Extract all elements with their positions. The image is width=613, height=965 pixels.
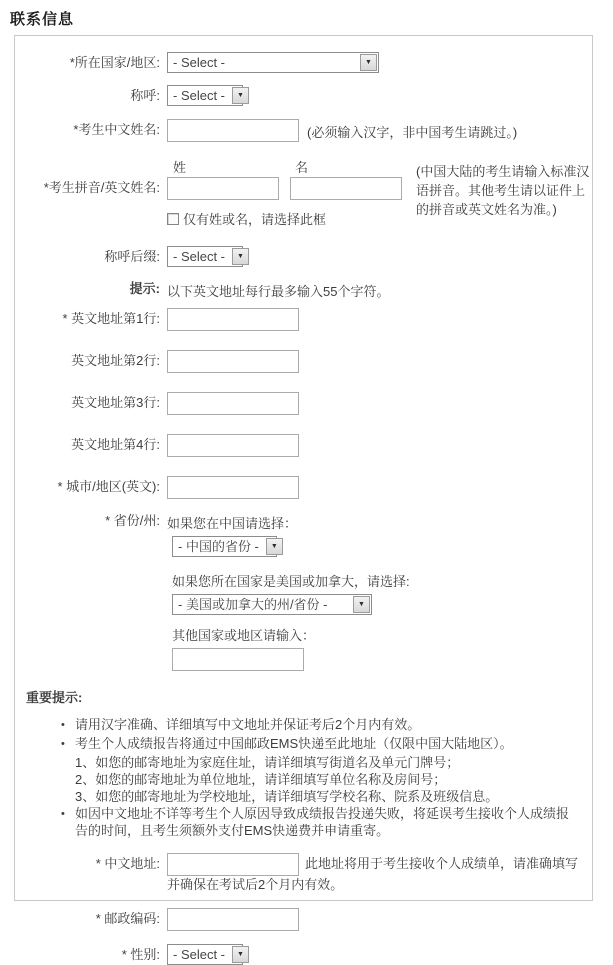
only-one-name-checkbox-label: 仅有姓或名，请选择此框	[183, 212, 327, 227]
note-bullet-2-text: 考生个人成绩报告将通过中国邮政EMS快递至此地址（仅限中国大陆地区）。	[75, 736, 513, 751]
note-bullet-1-text: 请用汉字准确、详细填写中文地址并保证考后2个月内有效。	[75, 717, 421, 732]
address-line4-row	[15, 434, 592, 457]
address-line1-row	[15, 308, 592, 331]
suffix-row	[15, 246, 592, 267]
address-line2-input[interactable]	[167, 350, 299, 373]
chinese-address-label: * 中文地址:	[95, 856, 160, 871]
us-ca-province-select-value: - 美国或加拿大的州/省份 -	[178, 597, 328, 612]
chevron-down-icon: ▼	[360, 54, 377, 71]
chinese-name-input[interactable]	[167, 119, 299, 142]
suffix-select-value: - Select -	[173, 249, 226, 264]
address-line1-label: * 英文地址第1行:	[62, 311, 160, 326]
chevron-down-icon: ▼	[353, 596, 370, 613]
pinyin-name-note: (中国大陆的考生请输入标准汉语拼音。其他考生请以证件上的拼音或英文姓名为准。)	[416, 164, 590, 217]
suffix-select[interactable]	[167, 246, 243, 267]
address-line2-label: 英文地址第2行:	[71, 353, 160, 368]
china-province-select-value: - 中国的省份 -	[178, 539, 259, 554]
surname-input[interactable]	[167, 177, 279, 200]
chevron-down-icon: ▼	[232, 87, 249, 104]
surname-header: 姓	[173, 160, 187, 175]
province-label: * 省份/州:	[105, 513, 160, 528]
country-select-value: - Select -	[173, 55, 226, 70]
important-notes-heading: 重要提示:	[26, 690, 83, 705]
postal-code-label: * 邮政编码:	[95, 911, 160, 926]
address-line3-input[interactable]	[167, 392, 299, 415]
bullet-icon: •	[61, 738, 65, 750]
address-line4-input[interactable]	[167, 434, 299, 457]
salutation-select[interactable]	[167, 85, 243, 106]
tip-label: 提示:	[129, 281, 160, 296]
gender-select[interactable]	[167, 944, 243, 965]
chinese-address-note: 此地址将用于考生接收个人成绩单，请准确填写并确保在考试后2个月内有效。	[167, 855, 579, 892]
tip-text: 以下英文地址每行最多输入55个字符。	[167, 284, 390, 299]
us-ca-field	[172, 594, 592, 615]
country-label: *所在国家/地区:	[69, 55, 160, 70]
only-one-name-checkbox[interactable]	[167, 213, 179, 225]
china-province-field	[172, 536, 592, 557]
postal-code-input[interactable]	[167, 908, 299, 931]
other-region-prompt: 其他国家或地区请输入：	[172, 628, 316, 643]
chinese-address-row	[15, 853, 592, 894]
gender-select-value: - Select -	[173, 947, 226, 962]
country-select[interactable]	[167, 52, 379, 73]
chinese-name-note: (必须输入汉字，非中国考生请跳过。)	[307, 125, 518, 140]
chevron-down-icon: ▼	[266, 538, 283, 555]
pinyin-name-label: *考生拼音/英文姓名:	[43, 180, 160, 195]
note-bullet-3-text: 如因中文地址不详等考生个人原因导致成绩报告投递失败，将延误考生接收个人成绩报告的时间，且考生须额外支付EMS快递费并申请重寄。	[75, 806, 570, 838]
pinyin-name-row	[15, 160, 592, 228]
bullet-icon: •	[61, 808, 65, 820]
note-bullet-2	[61, 735, 578, 753]
us-ca-province-select[interactable]	[172, 594, 372, 615]
note-sub-2: 2、如您的邮寄地址为单位地址，请详细填写单位名称及房间号；	[75, 772, 447, 787]
note-bullet-1	[61, 716, 578, 734]
address-line3-label: 英文地址第3行:	[71, 395, 160, 410]
other-region-field	[172, 648, 592, 671]
chinese-name-row	[15, 119, 592, 142]
page-title: 联系信息	[10, 11, 75, 28]
givenname-header: 名	[295, 160, 309, 175]
bullet-icon: •	[61, 719, 65, 731]
city-label: * 城市/地区(英文):	[57, 479, 160, 494]
address-line2-row	[15, 350, 592, 373]
contact-info-form	[14, 35, 593, 962]
postal-code-row	[15, 908, 592, 931]
salutation-select-value: - Select -	[173, 88, 226, 103]
note-sub-3: 3、如您的邮寄地址为学校地址，请详细填写学校名称、院系及班级信息。	[75, 789, 499, 804]
china-province-select[interactable]	[172, 536, 277, 557]
note-sub-1: 1、如您的邮寄地址为家庭住址，请详细填写街道名及单元门牌号；	[75, 755, 460, 770]
address-line3-row	[15, 392, 592, 415]
chinese-name-label: *考生中文姓名:	[73, 122, 160, 137]
chevron-down-icon: ▼	[232, 946, 249, 963]
gender-label: * 性别:	[121, 947, 160, 962]
salutation-row	[15, 85, 592, 106]
country-row	[15, 52, 592, 73]
suffix-label: 称呼后缀:	[104, 249, 160, 264]
note-bullet-3	[61, 805, 578, 839]
other-region-input[interactable]	[172, 648, 304, 671]
address-line4-label: 英文地址第4行:	[71, 437, 160, 452]
province-china-prompt: 如果您在中国请选择：	[167, 516, 298, 531]
chevron-down-icon: ▼	[232, 248, 249, 265]
address-line1-input[interactable]	[167, 308, 299, 331]
chinese-address-input[interactable]	[167, 853, 299, 876]
salutation-label: 称呼:	[130, 88, 160, 103]
province-row	[15, 513, 592, 532]
city-row	[15, 476, 592, 499]
tip-row	[15, 281, 592, 300]
city-input[interactable]	[167, 476, 299, 499]
gender-row	[15, 944, 592, 965]
givenname-input[interactable]	[290, 177, 402, 200]
us-ca-prompt: 如果您所在国家是美国或加拿大，请选择:	[172, 574, 410, 589]
